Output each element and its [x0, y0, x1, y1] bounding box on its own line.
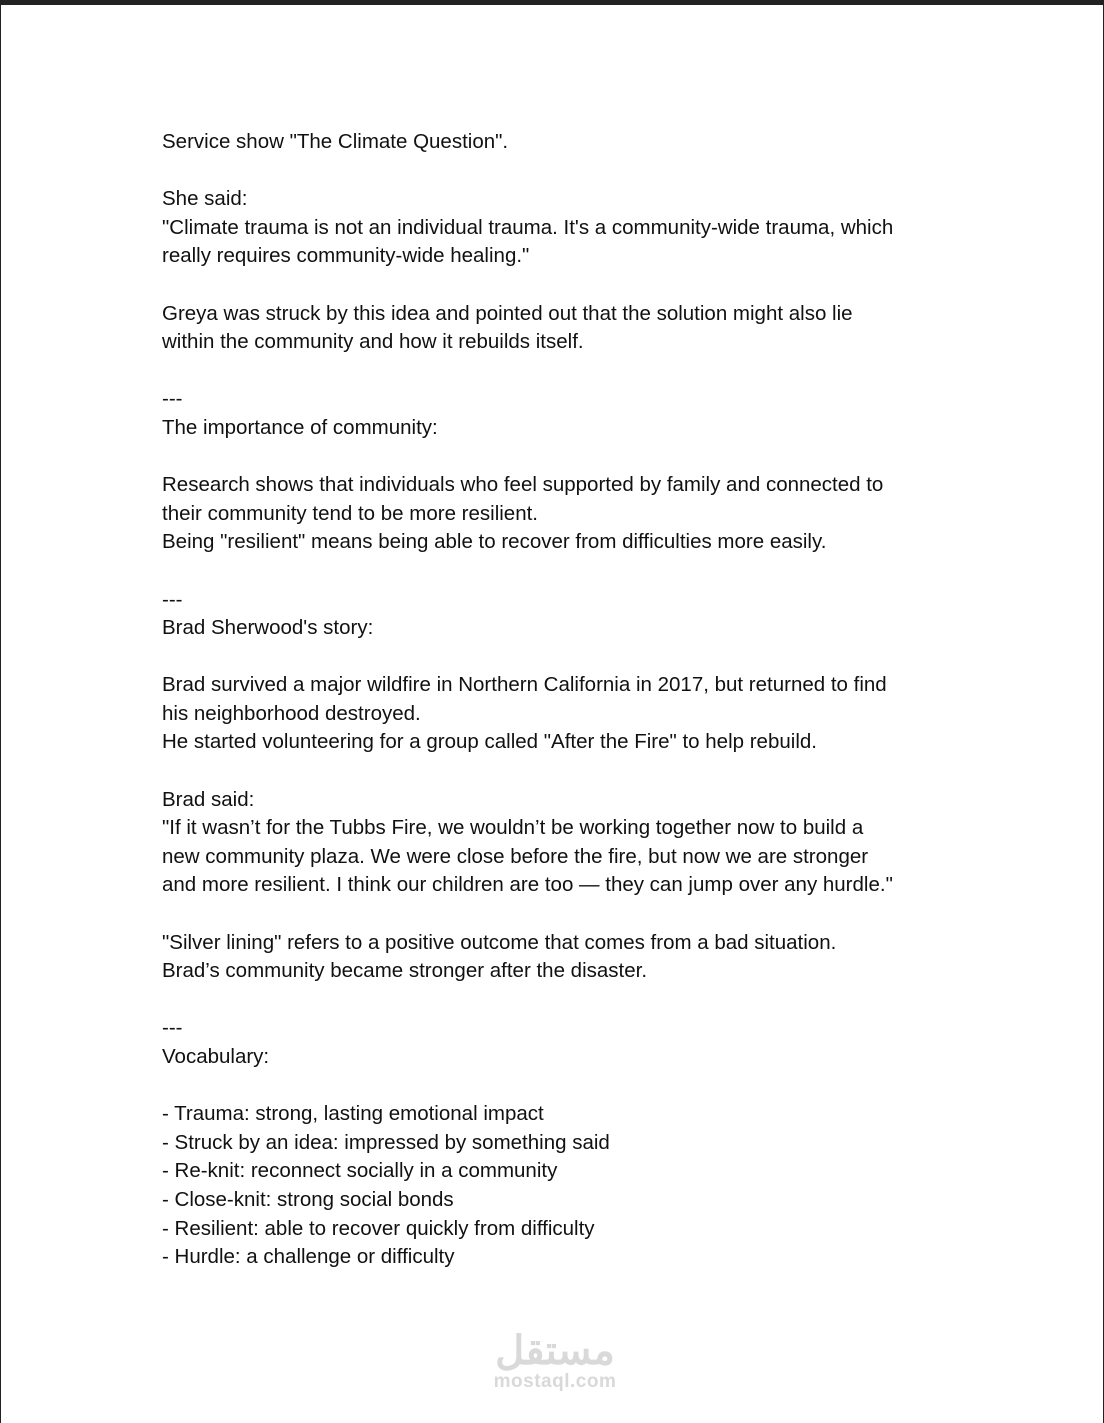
vocabulary-item: - Trauma: strong, lasting emotional impact [162, 1102, 544, 1126]
blank-line [162, 443, 952, 472]
section-separator: --- [162, 587, 183, 611]
blank-line [162, 557, 952, 586]
comment-line: Greya was struck by this idea and pointed out that the solution might also lie [162, 301, 853, 325]
section-separator: --- [162, 1016, 183, 1040]
vocabulary-item: - Close-knit: strong social bonds [162, 1187, 454, 1211]
brad-quote-line: "If it wasn’t for the Tubbs Fire, we wouldn’t be working together now to build a [162, 816, 864, 840]
note-line: Brad’s community became stronger after the disaster. [162, 959, 648, 983]
note-line: "Silver lining" refers to a positive outcome that comes from a bad situation. [162, 930, 837, 954]
blank-line [162, 1072, 952, 1101]
intro-line: Service show "The Climate Question". [162, 130, 509, 153]
document-content [162, 128, 952, 1272]
blank-line [162, 986, 952, 1015]
paragraph-line: Being "resilient" means being able to recover from difficulties more easily. [162, 530, 827, 554]
blank-line [162, 357, 952, 386]
paragraph-line: their community tend to be more resilient. [162, 501, 538, 525]
watermark-latin-text: mostaql.com [493, 1371, 617, 1392]
quote-line: "Climate trauma is not an individual trauma. It's a community-wide trauma, which [162, 215, 894, 239]
comment-line: within the community and how it rebuilds itself. [162, 330, 584, 354]
blank-line [162, 900, 952, 929]
brad-quote-line: and more resilient. I think our children are too — they can jump over any hurdle." [162, 873, 893, 897]
mostaql-watermark [470, 1330, 640, 1392]
quote-line: really requires community-wide healing." [162, 244, 530, 268]
story-line: He started volunteering for a group called "After the Fire" to help rebuild. [162, 730, 817, 754]
section-heading-community: The importance of community: [162, 415, 438, 439]
story-line: his neighborhood destroyed. [162, 701, 421, 725]
brad-speaker: Brad said: [162, 787, 255, 811]
section-heading-brad: Brad Sherwood's story: [162, 616, 374, 640]
story-line: Brad survived a major wildfire in Northern California in 2017, but returned to find [162, 673, 887, 697]
paragraph-line: Research shows that individuals who feel supported by family and connected to [162, 473, 884, 497]
vocabulary-item: - Struck by an idea: impressed by something said [162, 1130, 610, 1154]
vocabulary-item: - Resilient: able to recover quickly from difficulty [162, 1216, 595, 1240]
vocabulary-item: - Hurdle: a challenge or difficulty [162, 1245, 455, 1269]
quote-speaker: She said: [162, 187, 248, 211]
section-separator: --- [162, 387, 183, 411]
blank-line [162, 757, 952, 786]
blank-line [162, 271, 952, 300]
brad-quote-line: new community plaza. We were close before the fire, but now we are stronger [162, 844, 869, 868]
section-heading-vocabulary: Vocabulary: [162, 1045, 270, 1068]
blank-line [162, 643, 952, 672]
watermark-arabic-logo: مستقل [495, 1329, 615, 1373]
vocabulary-item: - Re-knit: reconnect socially in a community [162, 1159, 558, 1183]
blank-line [162, 157, 952, 186]
